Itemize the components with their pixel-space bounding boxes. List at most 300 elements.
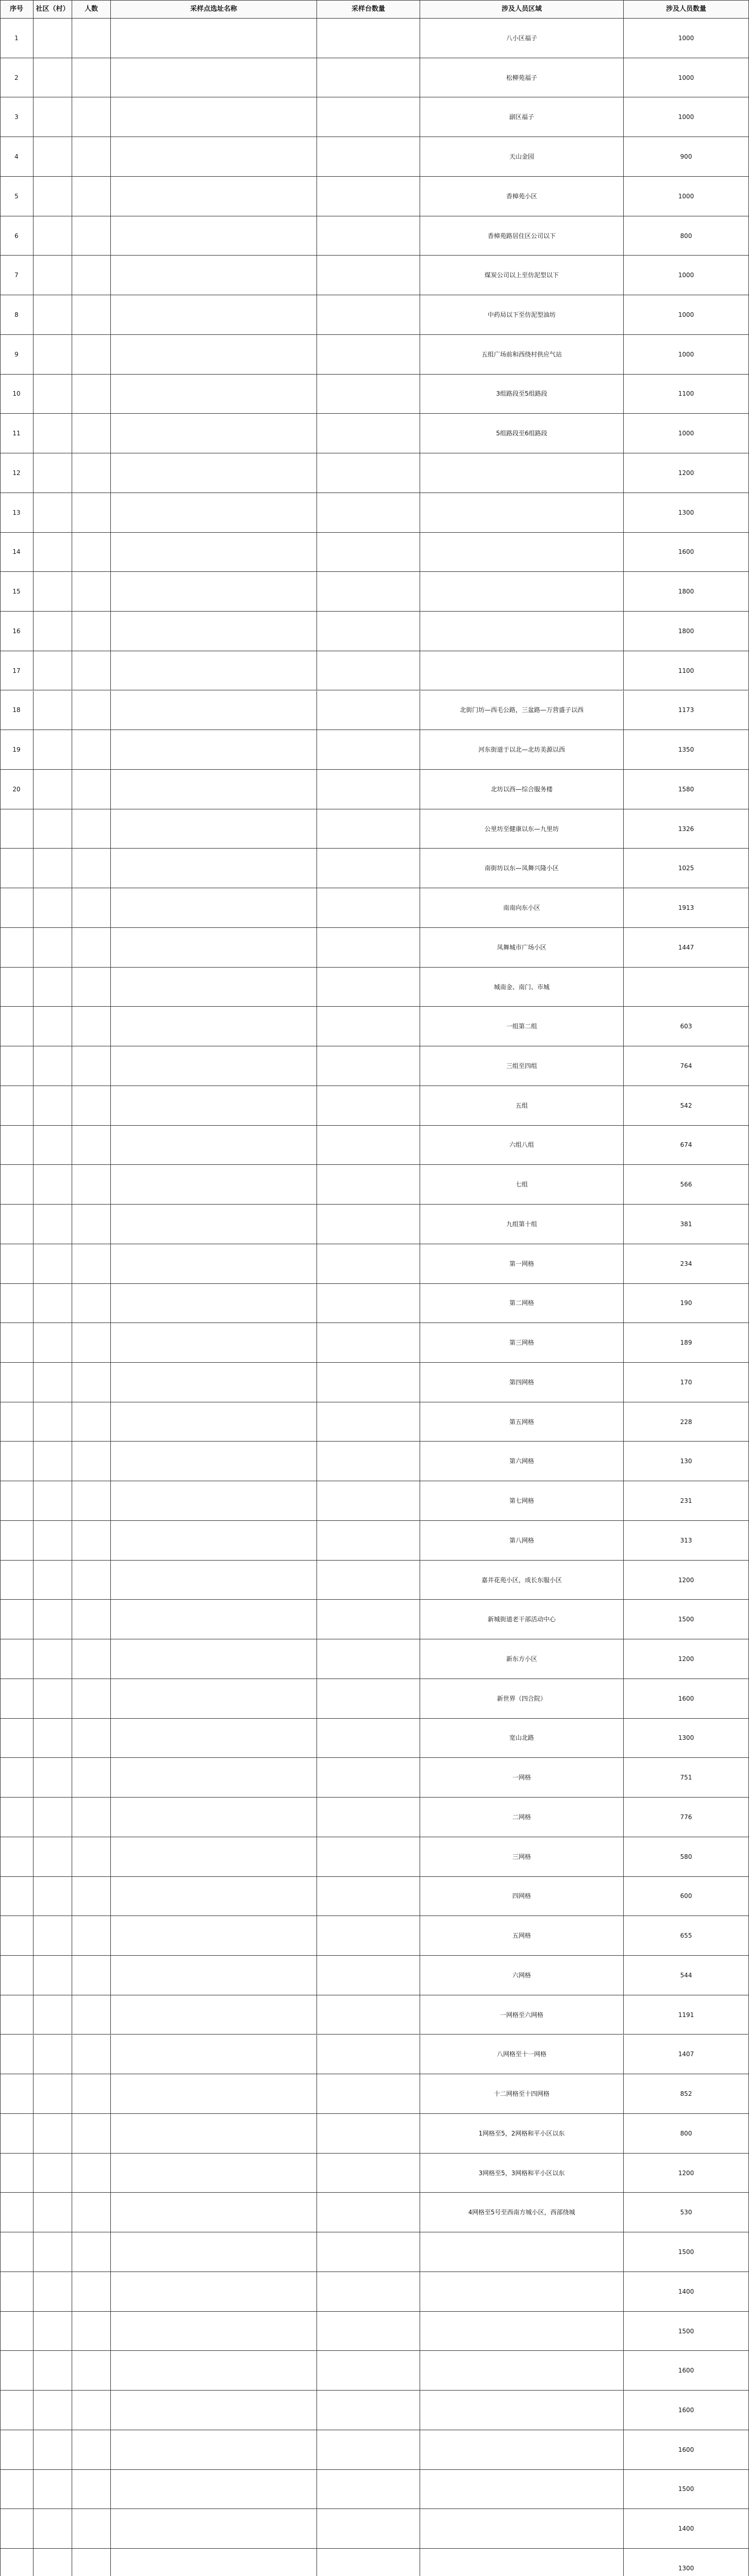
table-cell (111, 1561, 317, 1600)
table-cell: 130 (624, 1442, 749, 1481)
table-cell: 1300 (624, 493, 749, 533)
table-cell (0, 1798, 34, 1837)
table-cell: 香樟苑小区 (420, 177, 624, 216)
table-cell: 580 (624, 1837, 749, 1877)
table-cell (0, 809, 34, 849)
table-cell (34, 2035, 72, 2075)
table-cell (317, 216, 420, 256)
table-cell (420, 612, 624, 651)
table-cell (0, 2074, 34, 2114)
table-cell (34, 375, 72, 414)
header-cell: 采样点选址名称 (111, 0, 317, 19)
table-cell: 566 (624, 1165, 749, 1205)
table-cell (317, 1916, 420, 1956)
table-cell: 1400 (624, 2272, 749, 2312)
table-cell: 1100 (624, 375, 749, 414)
table-cell (420, 493, 624, 533)
table-cell (317, 1758, 420, 1798)
table-cell (317, 2509, 420, 2549)
table-cell (72, 2430, 111, 2470)
table-cell: 六网格 (420, 1956, 624, 1995)
table-cell (72, 1719, 111, 1758)
table-cell (111, 453, 317, 493)
table-cell (72, 58, 111, 98)
table-cell (317, 2074, 420, 2114)
table-cell: 1网格至5，2网格和平小区以东 (420, 2114, 624, 2154)
table-cell (72, 2154, 111, 2193)
table-cell: 新东方小区 (420, 1639, 624, 1679)
table-cell (317, 849, 420, 888)
table-cell (0, 2391, 34, 2430)
table-cell (72, 256, 111, 295)
table-cell (317, 1877, 420, 1917)
table-cell: 1600 (624, 1679, 749, 1719)
table-cell (111, 19, 317, 58)
table-cell (317, 97, 420, 137)
table-cell: 313 (624, 1521, 749, 1561)
table-cell (34, 1561, 72, 1600)
table-cell (111, 1837, 317, 1877)
table-cell (72, 216, 111, 256)
table-cell: 381 (624, 1205, 749, 1244)
table-cell (111, 612, 317, 651)
table-cell (72, 2509, 111, 2549)
table-cell (34, 1837, 72, 1877)
table-cell (317, 1363, 420, 1402)
table-cell (72, 849, 111, 888)
table-cell (0, 1284, 34, 1324)
table-cell: 公里坊至健康以东—九里坊 (420, 809, 624, 849)
table-cell: 新城街道老干部活动中心 (420, 1600, 624, 1639)
table-cell (317, 968, 420, 1007)
table-cell (72, 1798, 111, 1837)
table-cell: 五组 (420, 1086, 624, 1126)
table-cell (34, 177, 72, 216)
table-cell: 7 (0, 256, 34, 295)
table-cell (317, 730, 420, 770)
table-cell (0, 849, 34, 888)
table-cell: 1600 (624, 2430, 749, 2470)
table-cell (34, 849, 72, 888)
table-cell (317, 2549, 420, 2576)
table-cell (0, 2114, 34, 2154)
header-cell: 涉及人员区域 (420, 0, 624, 19)
table-cell (72, 453, 111, 493)
table-cell (317, 1600, 420, 1639)
table-cell (72, 2351, 111, 2391)
table-cell (34, 216, 72, 256)
table-cell: 一组第二组 (420, 1007, 624, 1046)
table-cell (0, 1521, 34, 1561)
header-cell: 序号 (0, 0, 34, 19)
table-cell (72, 1561, 111, 1600)
table-cell (111, 809, 317, 849)
table-cell (34, 414, 72, 453)
table-cell (0, 1916, 34, 1956)
table-cell: 香樟苑路居住区公司以下 (420, 216, 624, 256)
table-cell: 1913 (624, 888, 749, 928)
table-cell (34, 1442, 72, 1481)
table-cell (0, 1600, 34, 1639)
table-cell (111, 1402, 317, 1442)
table-cell (317, 1719, 420, 1758)
table-cell (34, 1205, 72, 1244)
table-cell (72, 1323, 111, 1363)
table-cell: 18 (0, 691, 34, 731)
table-cell (317, 1521, 420, 1561)
table-cell (72, 2470, 111, 2510)
table-cell (34, 335, 72, 375)
table-cell (34, 888, 72, 928)
table-cell (317, 58, 420, 98)
table-cell (72, 1600, 111, 1639)
table-cell: 北坊以西—综合服务楼 (420, 770, 624, 809)
table-cell (72, 1679, 111, 1719)
table-cell: 1000 (624, 177, 749, 216)
table-cell (0, 1719, 34, 1758)
table-cell (111, 572, 317, 612)
table-cell (111, 2549, 317, 2576)
table-cell: 5 (0, 177, 34, 216)
table-cell (72, 730, 111, 770)
table-cell: 第四网格 (420, 1363, 624, 1402)
table-cell (420, 2430, 624, 2470)
table-cell: 5组路段至6组路段 (420, 414, 624, 453)
header-cell: 人数 (72, 0, 111, 19)
table-cell (317, 1837, 420, 1877)
table-cell (317, 137, 420, 177)
table-cell (34, 1481, 72, 1521)
table-cell (0, 2470, 34, 2510)
table-cell: 南街坊以东—凤舞兴隆小区 (420, 849, 624, 888)
table-cell (317, 1165, 420, 1205)
table-cell (72, 1244, 111, 1284)
table-cell (34, 651, 72, 691)
table-cell (111, 1639, 317, 1679)
table-cell (317, 2430, 420, 2470)
table-cell: 1000 (624, 58, 749, 98)
table-cell (111, 1995, 317, 2035)
table-cell (317, 295, 420, 335)
table-cell (72, 2193, 111, 2232)
table-cell (72, 1837, 111, 1877)
table-cell (111, 2312, 317, 2351)
table-cell: 1200 (624, 453, 749, 493)
table-cell (72, 1442, 111, 1481)
table-cell (72, 414, 111, 453)
table-cell (317, 1798, 420, 1837)
table-cell (72, 1007, 111, 1046)
table-cell (317, 493, 420, 533)
table-cell (34, 1798, 72, 1837)
table-cell (111, 2470, 317, 2510)
table-cell: 1000 (624, 97, 749, 137)
table-cell (72, 2114, 111, 2154)
table-cell (34, 572, 72, 612)
table-cell (72, 1956, 111, 1995)
table-cell (0, 1481, 34, 1521)
table-cell (317, 2272, 420, 2312)
table-cell (111, 295, 317, 335)
table-cell: 一网格至六网格 (420, 1995, 624, 2035)
table-cell (111, 375, 317, 414)
table-cell: 凤舞城市广场小区 (420, 928, 624, 968)
table-cell (72, 97, 111, 137)
table-cell (34, 809, 72, 849)
table-cell (0, 1363, 34, 1402)
table-cell: 第六网格 (420, 1442, 624, 1481)
table-cell: 1025 (624, 849, 749, 888)
table-cell (420, 2272, 624, 2312)
table-cell: 19 (0, 730, 34, 770)
table-cell (72, 770, 111, 809)
table-cell: 16 (0, 612, 34, 651)
table-cell (111, 97, 317, 137)
table-cell (0, 1007, 34, 1046)
table-cell (0, 1995, 34, 2035)
table-cell: 3网格至5，3网格和平小区以东 (420, 2154, 624, 2193)
table-cell (34, 2193, 72, 2232)
table-cell (34, 770, 72, 809)
table-cell (72, 2232, 111, 2272)
table-cell: 776 (624, 1798, 749, 1837)
table-cell (317, 1995, 420, 2035)
table-cell: 1400 (624, 2509, 749, 2549)
table-cell: 170 (624, 1363, 749, 1402)
table-cell (72, 177, 111, 216)
table-cell (111, 928, 317, 968)
table-cell (111, 1679, 317, 1719)
table-cell: 天山金园 (420, 137, 624, 177)
table-cell (420, 2232, 624, 2272)
table-cell (0, 2154, 34, 2193)
table-cell (34, 295, 72, 335)
table-cell (317, 888, 420, 928)
table-cell (111, 2391, 317, 2430)
table-cell: 1580 (624, 770, 749, 809)
table-cell: 11 (0, 414, 34, 453)
table-cell (0, 2430, 34, 2470)
table-cell: 1800 (624, 572, 749, 612)
table-cell (317, 1402, 420, 1442)
table-cell: 544 (624, 1956, 749, 1995)
table-cell: 八网格至十一网格 (420, 2035, 624, 2075)
table-cell (72, 1046, 111, 1086)
table-cell (72, 1916, 111, 1956)
table-cell (34, 1363, 72, 1402)
table-cell (111, 2193, 317, 2232)
table-cell (72, 493, 111, 533)
table-cell (72, 19, 111, 58)
table-cell (34, 2351, 72, 2391)
table-cell (34, 1521, 72, 1561)
table-cell (317, 1956, 420, 1995)
table-cell (34, 1719, 72, 1758)
table-cell (72, 1284, 111, 1324)
table-cell (34, 493, 72, 533)
table-cell: 1600 (624, 533, 749, 572)
table-cell: 南南向东小区 (420, 888, 624, 928)
table-cell: 第二网格 (420, 1284, 624, 1324)
table-cell (317, 453, 420, 493)
table-cell (111, 58, 317, 98)
table-cell (72, 2391, 111, 2430)
table-cell (0, 888, 34, 928)
table-cell (317, 19, 420, 58)
table-cell (317, 1442, 420, 1481)
table-cell (420, 2391, 624, 2430)
table-cell: 655 (624, 1916, 749, 1956)
table-cell: 674 (624, 1126, 749, 1165)
header-cell: 涉及人员数量 (624, 0, 749, 19)
table-cell (72, 888, 111, 928)
table-cell (34, 1244, 72, 1284)
table-cell (317, 177, 420, 216)
table-cell (72, 295, 111, 335)
table-cell (0, 1126, 34, 1165)
table-cell (72, 335, 111, 375)
table-cell (624, 968, 749, 1007)
table-cell (72, 1402, 111, 1442)
table-cell: 第三网格 (420, 1323, 624, 1363)
table-cell (420, 2509, 624, 2549)
table-cell (34, 1007, 72, 1046)
table-cell: 1000 (624, 295, 749, 335)
table-cell (0, 1442, 34, 1481)
table-cell (317, 2351, 420, 2391)
table-cell (317, 612, 420, 651)
table-cell (111, 1086, 317, 1126)
table-cell (317, 414, 420, 453)
table-cell: 800 (624, 2114, 749, 2154)
table-cell (317, 1323, 420, 1363)
table-cell (34, 1956, 72, 1995)
table-cell (34, 2232, 72, 2272)
table-cell (72, 2074, 111, 2114)
table-cell: 15 (0, 572, 34, 612)
table-cell (111, 216, 317, 256)
table-cell: 751 (624, 1758, 749, 1798)
table-cell: 900 (624, 137, 749, 177)
table-cell (317, 928, 420, 968)
table-cell (34, 1758, 72, 1798)
table-cell (72, 572, 111, 612)
table-cell: 第五网格 (420, 1402, 624, 1442)
table-cell (34, 1679, 72, 1719)
table-cell: 北街门坊—西毛公路，三盆路—万营盛子以西 (420, 691, 624, 731)
table-cell: 1000 (624, 256, 749, 295)
table-cell (34, 2391, 72, 2430)
table-cell: 1200 (624, 2154, 749, 2193)
table-cell (72, 1165, 111, 1205)
table-cell: 6 (0, 216, 34, 256)
table-cell (111, 1363, 317, 1402)
table-cell (111, 651, 317, 691)
table-cell (72, 1363, 111, 1402)
table-cell (34, 2074, 72, 2114)
table-cell (420, 651, 624, 691)
table-cell (111, 1165, 317, 1205)
table-cell: 第一网格 (420, 1244, 624, 1284)
table-cell (111, 1126, 317, 1165)
table-cell: 189 (624, 1323, 749, 1363)
table-cell (111, 177, 317, 216)
table-cell: 530 (624, 2193, 749, 2232)
table-cell (111, 1007, 317, 1046)
table-cell (317, 691, 420, 731)
table-cell: 嘉井花苑小区，成长东服小区 (420, 1561, 624, 1600)
table-cell: 1500 (624, 2232, 749, 2272)
table-cell (420, 2351, 624, 2391)
table-cell: 1191 (624, 1995, 749, 2035)
table-cell (72, 968, 111, 1007)
table-cell: 764 (624, 1046, 749, 1086)
table-cell (111, 2035, 317, 2075)
table-cell (0, 2035, 34, 2075)
table-cell (34, 2509, 72, 2549)
table-cell (34, 1402, 72, 1442)
table-cell (34, 691, 72, 731)
table-cell (111, 1758, 317, 1798)
table-cell: 17 (0, 651, 34, 691)
table-cell (111, 2430, 317, 2470)
table-cell (34, 1126, 72, 1165)
table-cell (34, 256, 72, 295)
table-cell (111, 2272, 317, 2312)
table-cell: 煤炭公司以上至仿泥型以下 (420, 256, 624, 295)
table-cell (72, 651, 111, 691)
table-cell (317, 375, 420, 414)
table-cell (72, 1639, 111, 1679)
table-cell (111, 1600, 317, 1639)
table-cell (72, 1126, 111, 1165)
table-cell: 2 (0, 58, 34, 98)
table-cell: 1173 (624, 691, 749, 731)
table-cell: 14 (0, 533, 34, 572)
table-cell (0, 2351, 34, 2391)
table-cell: 五组广场前和西绕村供应气站 (420, 335, 624, 375)
table-cell: 七组 (420, 1165, 624, 1205)
table-cell (317, 2154, 420, 2193)
table-cell: 1000 (624, 414, 749, 453)
table-cell (111, 1798, 317, 1837)
table-cell: 1200 (624, 1561, 749, 1600)
table-cell (111, 1205, 317, 1244)
table-cell (34, 968, 72, 1007)
table-cell (317, 1205, 420, 1244)
table-cell (317, 2193, 420, 2232)
table-cell (72, 1086, 111, 1126)
table-cell: 河东街道于以北—北坊美源以西 (420, 730, 624, 770)
table-cell (111, 730, 317, 770)
table-cell (317, 1046, 420, 1086)
table-cell (0, 2549, 34, 2576)
table-cell (317, 2312, 420, 2351)
table-cell (34, 1600, 72, 1639)
table-cell (111, 2509, 317, 2549)
table-cell: 1300 (624, 1719, 749, 1758)
table-cell: 第七网格 (420, 1481, 624, 1521)
table-cell (111, 968, 317, 1007)
table-cell (34, 1639, 72, 1679)
table-cell (111, 2114, 317, 2154)
table-cell (34, 1284, 72, 1324)
table-cell (34, 137, 72, 177)
table-cell (34, 533, 72, 572)
table-cell (72, 1995, 111, 2035)
table-cell: 中药局以下至仿泥型油坊 (420, 295, 624, 335)
table-cell: 副区福子 (420, 97, 624, 137)
